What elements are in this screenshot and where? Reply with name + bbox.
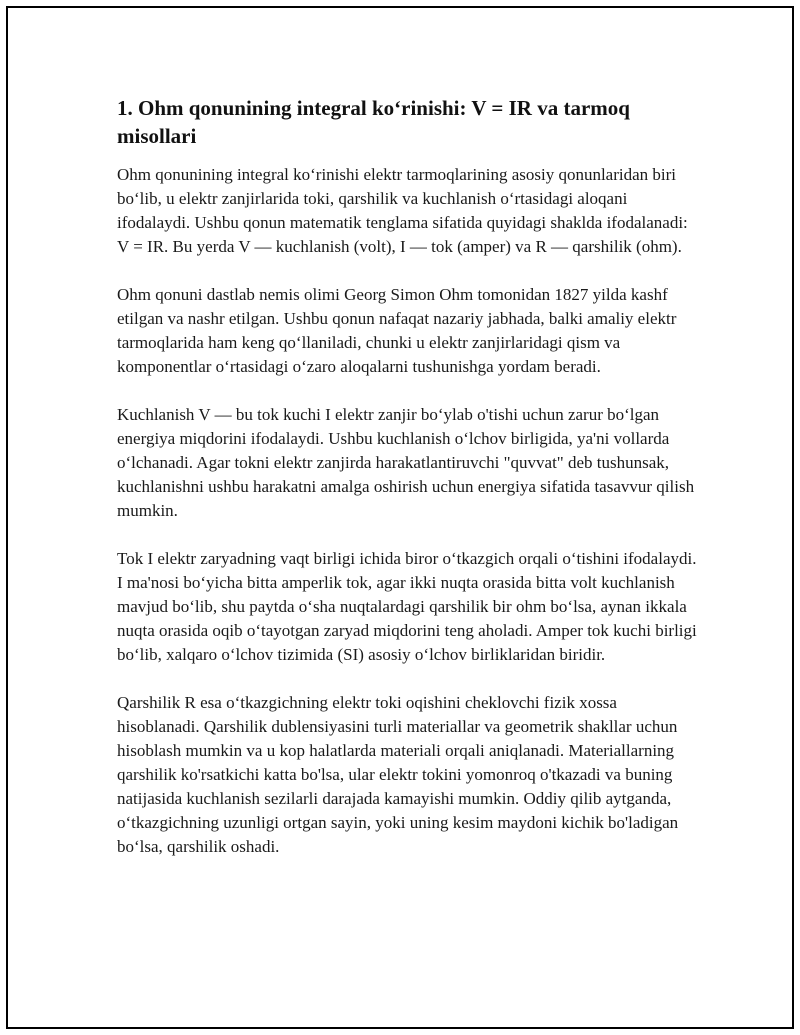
page-title: 1. Ohm qonunining integral koʻrinishi: V = IR va tarmoq misollari [117,96,630,148]
document-body [117,94,697,883]
page-frame [6,6,794,1029]
paragraph-current: Tok I elektr zaryadning vaqt birligi ichida biror oʻtkazgich orqali oʻtishini ifodalaydi. I ma'nosi boʻyicha bitta amperlik tok, agar ikki nuqta orasida bitta volt kuchlanish mavjud boʻlib, shu paytda oʻsha nuqtalardagi qarshilik bir ohm boʻlsa, aynan ikkala nuqta orasida oqib oʻtayotgan zaryad miqdorini teng aholadi. Amper tok kuchi birligi boʻlib, xalqaro oʻlchov tizimida (SI) asosiy oʻlchov birliklaridan biridir. [117,549,697,664]
paragraph-voltage: Kuchlanish V — bu tok kuchi I elektr zanjir boʻylab o'tishi uchun zarur boʻlgan energiya miqdorini ifodalaydi. Ushbu kuchlanish oʻlchov birligida, ya'ni vollarda oʻlchanadi. Agar tokni elektr zanjirda harakatlantiruvchi "quvvat" deb tushunsak, kuchlanishni ushbu harakatni amalga oshirish uchun energiya sifatida tasavvur qilish mumkin. [117,405,695,520]
paragraph-history: Ohm qonuni dastlab nemis olimi Georg Simon Ohm tomonidan 1827 yilda kashf etilgan va nashr etilgan. Ushbu qonun nafaqat nazariy jabhada, balki amaliy elektr tarmoqlarida ham keng qoʻllaniladi, chunki u elektr zanjirlaridagi qism va komponentlar oʻrtasidagi oʻzaro aloqalarni tushunishga yordam beradi. [117,285,677,376]
paragraph-intro: Ohm qonunining integral koʻrinishi elektr tarmoqlarining asosiy qonunlaridan biri boʻlib, u elektr zanjirlarida toki, qarshilik va kuchlanish oʻrtasidagi aloqani ifodalaydi. Ushbu qonun matematik tenglama sifatida quyidagi shaklda ifodalanadi: V = IR. Bu yerda V — kuchlanish (volt), I — tok (amper) va R — qarshilik (ohm). [117,165,688,256]
paragraph-resistance: Qarshilik R esa oʻtkazgichning elektr toki oqishini cheklovchi fizik xossa hisoblanadi. Qarshilik dublensiyasini turli materiallar va geometrik shakllar uchun hisoblash mumkin va u kop halatlarda materiali orqali aniqlanadi. Materiallarning qarshilik ko'rsatkichi katta bo'lsa, ular elektr tokini yomonroq o'tkazadi va buning natijasida kuchlanish sezilarli darajada kamayishi mumkin. Oddiy qilib aytganda, oʻtkazgichning uzunligi ortgan sayin, yoki uning kesim maydoni kichik bo'ladigan boʻlsa, qarshilik oshadi. [117,693,679,856]
